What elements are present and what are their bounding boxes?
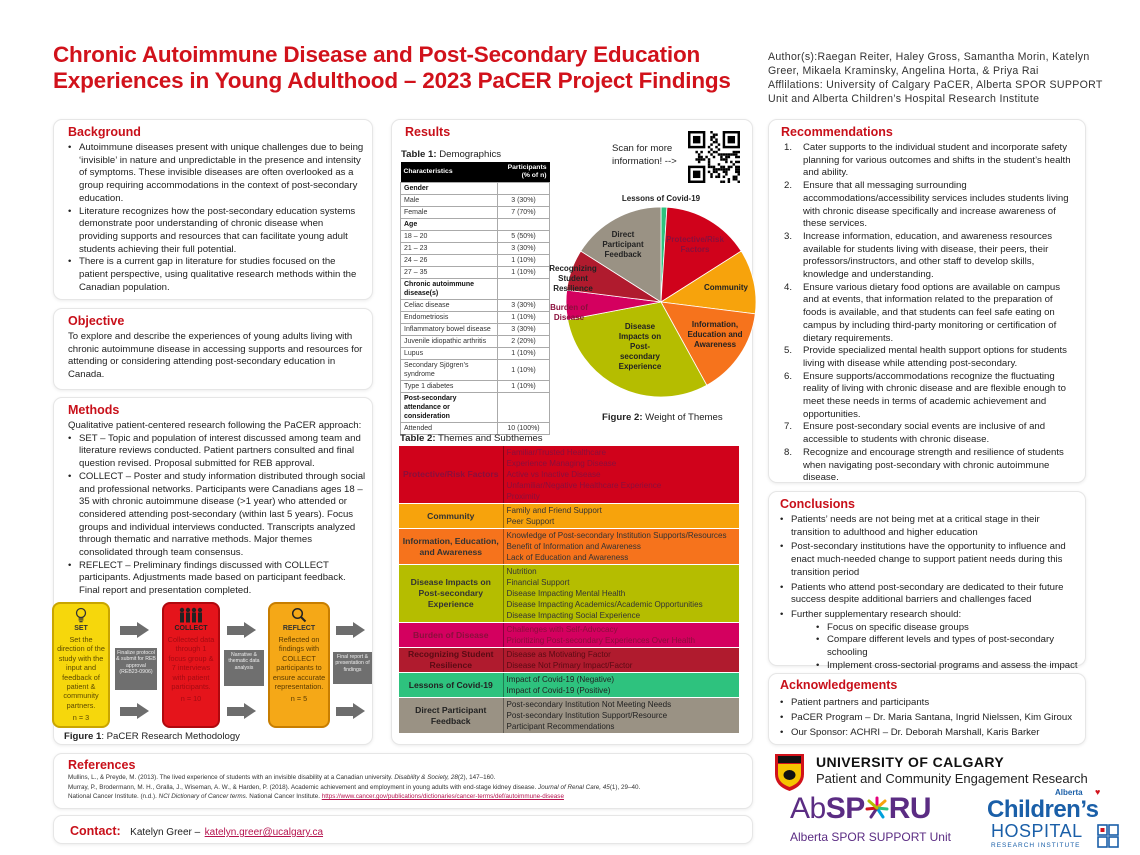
theme-name: Disease Impacts on Post-secondary Experience [399, 565, 503, 623]
methods-bullet: • SET – Topic and population of interest discussed among team and literature reviews conducted. Patient partners consulted and final question revised. Proposal submitted for REB approval. [66, 433, 366, 471]
background-panel [53, 119, 373, 300]
demographics-table [400, 162, 550, 435]
step-label: COLLECT [174, 625, 208, 632]
acknowledgement-item: • Our Sponsor: ACHRI – Dr. Deborah Marshall, Karis Barker [778, 725, 1079, 740]
conclusions-sub-bullet: • Focus on specific disease groups [814, 622, 1079, 635]
arrow-right-icon [336, 703, 366, 719]
table1-value [498, 219, 550, 231]
pie-label-line: Information, [691, 320, 739, 329]
recommendation-number: 8. [784, 446, 793, 458]
table2-row [399, 446, 739, 504]
subtheme: Peer Support [506, 517, 555, 526]
pie-label-line: Experience [618, 362, 662, 371]
subtheme: Disease Impacting Academics/Academic Opportunities [506, 600, 703, 609]
objective-panel [53, 308, 373, 390]
table1-row [401, 348, 550, 360]
subtheme: Challenges with Self-Advocacy [506, 625, 618, 634]
figure2-caption-text: Weight of Themes [642, 412, 723, 423]
acknowledgement-item: • PaCER Program – Dr. Maria Santana, Ingrid Nielssen, Kim Giroux [778, 710, 1079, 725]
table1-row [401, 300, 550, 312]
pie-label [622, 194, 701, 203]
table2-row [399, 698, 739, 734]
table1-characteristic: Lupus [401, 348, 498, 360]
references-list [68, 773, 744, 802]
recommendation-text: Provide specialized mental health support options for students living with disease while attending post-secondary. [803, 345, 1067, 369]
table1-characteristic: 27 – 35 [401, 267, 498, 279]
transition-label: Final report & presentation of findings [333, 652, 372, 684]
background-bullet: • There is a current gap in literature for studies focused on the patient perspective, using qualitative research methods within the Canadian population. [66, 256, 364, 294]
table1-row [401, 279, 550, 300]
figure1-caption-text: : PaCER Research Methodology [101, 731, 240, 742]
subtheme: Post-secondary Institution Not Meeting Needs [506, 700, 672, 709]
subthemes-cell [503, 673, 739, 698]
subtheme: Impact of Covid-19 (Negative) [506, 675, 615, 684]
objective-heading: Objective [68, 314, 125, 328]
table1-row [401, 336, 550, 348]
arrow-right-icon [120, 622, 150, 638]
recommendation-item [781, 421, 1077, 446]
subthemes-cell [503, 648, 739, 673]
table1-caption-label: Table 1: [401, 149, 437, 160]
contact-panel [53, 815, 753, 844]
arrow-right-icon [336, 622, 366, 638]
figure2-caption [602, 412, 723, 423]
arrow-right-icon [120, 703, 150, 719]
reference-source: NCI Dictionary of Cancer terms [158, 793, 246, 800]
step-reflect [268, 602, 330, 728]
results-heading: Results [405, 125, 451, 139]
table1-characteristic: Attended [401, 423, 498, 435]
recommendation-item [781, 231, 1077, 282]
conclusions-bullet: • Patients’ needs are not being met at a critical stage in their transition to adulthood and higher education [778, 514, 1079, 539]
table1-value: 3 (30%) [498, 300, 550, 312]
subtheme: Knowledge of Post-secondary Institution Supports/Resources [506, 531, 727, 540]
pie-label-line: Factors [680, 245, 710, 254]
reference-item [68, 783, 744, 793]
pie-label-line: Disease [624, 322, 656, 331]
table2-caption-text: Themes and Subthemes [435, 433, 543, 444]
poster-title [53, 42, 753, 94]
subtheme: Lack of Education and Awareness [506, 553, 629, 562]
recommendation-text: Ensure various dietary food options are available on campus and at events, that information related to the preparation of foods is available, and that students can feel safe eating on campus by including third-party monitoring or certification of dietary requirements. [803, 281, 1061, 344]
theme-name: Direct Participant Feedback [399, 698, 503, 734]
lightbulb-icon [56, 607, 106, 623]
recommendations-panel [768, 119, 1086, 483]
abspor-flower-icon [865, 794, 889, 818]
table1-characteristic: 18 – 20 [401, 231, 498, 243]
table1-row [401, 207, 550, 219]
methodology-diagram [52, 602, 372, 730]
ucalgary-crest-icon [773, 752, 806, 792]
recommendation-item [781, 447, 1077, 485]
table1-row [401, 183, 550, 195]
pie-label-line: Burden of [550, 303, 588, 312]
pie-label-line: Feedback [604, 250, 642, 259]
step-label: REFLECT [282, 625, 316, 632]
table1-value: 7 (70%) [498, 207, 550, 219]
recommendation-item [781, 180, 1077, 231]
table1-value: 1 (10%) [498, 255, 550, 267]
table2-caption-label: Table 2: [400, 433, 436, 444]
step-n: n = 3 [72, 713, 90, 723]
recommendation-text: Cater supports to the individual student and incorporate safety planning for various outcomes and shifts in the student’s health and ability. [803, 142, 1071, 179]
achri-subtitle: RESEARCH INSTITUTE [991, 842, 1081, 849]
table1-row [401, 267, 550, 279]
table1-group-header: Post-secondary attendance or consideration [401, 393, 498, 423]
table1-group-header: Age [401, 219, 498, 231]
reference-text: Murray, P., Brodermann, M. H., Gralla, J., Wiseman, A. W., & Harden, P. (2018). Academic achievement and employment in young adults with end-stage kidney disease. [68, 783, 539, 791]
subtheme: Nutrition [506, 567, 537, 576]
reference-text: National Cancer Institute. (n.d.). [68, 793, 159, 800]
background-bullet: • Literature recognizes how the post-secondary education systems demonstrate poor understanding of chronic disease when providing supports and resources that can facilitate young adult students achieving their full potential. [66, 206, 364, 257]
recommendation-text: Ensure supports/accommodations recognize the fluctuating reality of living with chronic disease and are flexible enough to meet these needs in terms of academic achievement and opportunities. [803, 370, 1066, 420]
table1-header-characteristics: Characteristics [401, 162, 498, 183]
subthemes-cell [503, 698, 739, 734]
themes-pie-chart [545, 188, 775, 416]
recommendation-number: 5. [784, 345, 793, 357]
theme-name: Lessons of Covid-19 [399, 673, 503, 698]
authors-block [768, 50, 1118, 106]
references-panel [53, 753, 753, 809]
reference-text: (2), 147–160. [457, 774, 496, 781]
recommendation-item [781, 282, 1077, 346]
table1-characteristic: 24 – 26 [401, 255, 498, 267]
table1-characteristic: Juvenile idiopathic arthritis [401, 336, 498, 348]
table1-characteristic: Male [401, 195, 498, 207]
reference-item [68, 773, 744, 783]
pie-label-line: Awareness [693, 340, 737, 349]
recommendation-item [781, 142, 1077, 180]
table1-characteristic: Female [401, 207, 498, 219]
theme-name: Information, Education, and Awareness [399, 529, 503, 565]
pie-label-line: Recognizing [549, 264, 597, 273]
pie-label-line: Post- [630, 342, 650, 351]
table1-value: 3 (30%) [498, 243, 550, 255]
subtheme: Active vs Inactive Disease [506, 470, 601, 479]
table1-characteristic: Type 1 diabetes [401, 381, 498, 393]
reference-text: . National Cancer Institute. [245, 793, 322, 800]
table2-caption [400, 433, 543, 444]
pie-label-line: Disease [553, 313, 585, 322]
abspor-ab: Ab [790, 792, 826, 825]
recommendations-heading: Recommendations [781, 125, 893, 139]
abspor-sp: SP [825, 792, 865, 825]
achri-hospital: HOSPITAL [991, 821, 1083, 841]
subtheme: Disease Impacting Social Experience [506, 611, 641, 620]
recommendations-list [781, 142, 1077, 485]
subtheme: Financial Support [506, 578, 570, 587]
qr-code-icon[interactable] [688, 131, 740, 183]
pie-label [704, 283, 749, 292]
subtheme: Prioritizing Post-secondary Experiences Over Health [506, 636, 695, 645]
step-set [52, 602, 110, 728]
pie-label-line: Participant [602, 240, 644, 249]
background-heading: Background [68, 125, 141, 139]
figure1-caption-label: Figure 1 [64, 731, 102, 742]
table2-row [399, 673, 739, 698]
table1-value: 3 (30%) [498, 195, 550, 207]
methods-heading: Methods [68, 403, 120, 417]
theme-name: Recognizing Student Resilience [399, 648, 503, 673]
table1-value: 3 (30%) [498, 324, 550, 336]
pie-label-line: Student [558, 274, 588, 283]
table1-caption [401, 149, 501, 160]
table1-row [401, 360, 550, 381]
figure1-caption [64, 731, 240, 742]
achri-window-icon [1097, 824, 1119, 848]
methods-intro: Qualitative patient-centered research following the PaCER approach: [68, 420, 362, 431]
authors-line: Author(s):Raegan Reiter, Haley Gross, Samantha Morin, Katelyn Greer, Mikaela Kraminsky, Angelina Horta, & Priya Rai [768, 51, 1090, 77]
abspor-ru: RU [888, 792, 932, 825]
table2-row [399, 623, 739, 648]
table1-group-header: Chronic autoimmune disease(s) [401, 279, 498, 300]
subthemes-cell [503, 529, 739, 565]
pie-label-line: Lessons of Covid-19 [621, 194, 701, 203]
recommendation-number: 3. [784, 230, 793, 242]
table1-body [401, 183, 550, 435]
themes-table [399, 446, 739, 734]
conclusions-bullet: • Patients who attend post-secondary are dedicated to their future success despite additional barriers and challenges faced [778, 582, 1079, 607]
table1-characteristic: Secondary Sjögren’s syndrome [401, 360, 498, 381]
recommendation-item [781, 345, 1077, 370]
pie-label-line: Resilience [553, 284, 593, 293]
table1-value: 1 (10%) [498, 348, 550, 360]
title-line-2: Experiences in Young Adulthood – 2023 PaCER Project Findings [53, 68, 731, 93]
conclusions-panel [768, 491, 1086, 671]
table2-row [399, 529, 739, 565]
recommendation-number: 2. [784, 180, 793, 192]
reference-link[interactable]: https://www.cancer.gov/publications/dictionaries/cancer-terms/def/autoimmune-disease [321, 793, 564, 800]
recommendation-text: Ensure that all messaging surrounding accommodations/accessibility services includes students living with chronic disease specifically and increase awareness of these services. [803, 180, 1069, 230]
pie-label-line: secondary [619, 352, 661, 361]
step-text: Collected data through 1 focus group & 7 interviews with patient participants. [167, 635, 215, 692]
contact-name: Katelyn Greer – [130, 827, 201, 838]
conclusions-bullet: • Further supplementary research should: [778, 609, 1079, 622]
table1-value [498, 393, 550, 423]
table1-value: 1 (10%) [498, 267, 550, 279]
recommendation-text: Increase information, education, and awareness resources available for students living with disease, their peers, their professors/instructors, and other staff to develop skills, knowledge and understanding. [803, 230, 1053, 281]
conclusions-heading: Conclusions [780, 497, 856, 511]
conclusions-bullet: • Post-secondary institutions have the opportunity to influence and enact much-needed change to support patient needs during this transition period [778, 541, 1079, 579]
ucalgary-name: UNIVERSITY OF CALGARY [816, 754, 1005, 770]
recommendation-item [781, 371, 1077, 422]
pie-label-line: Protective/Risk [666, 235, 724, 244]
subthemes-cell [503, 504, 739, 529]
recommendation-number: 4. [784, 281, 793, 293]
recommendation-number: 1. [784, 142, 793, 153]
table1-row [401, 219, 550, 231]
table1-characteristic: Endometriosis [401, 312, 498, 324]
table1-characteristic: 21 – 23 [401, 243, 498, 255]
people-icon [166, 607, 216, 623]
arrow-right-icon [227, 703, 257, 719]
step-text: Reflected on findings with COLLECT participants to ensure accurate representation. [272, 635, 326, 692]
subtheme: Experience Managing Disease [506, 459, 617, 468]
figure2-caption-label: Figure 2: [602, 412, 643, 423]
step-n: n = 5 [290, 694, 308, 704]
pie-label [687, 320, 742, 349]
recommendation-text: Recognize and encourage strength and resilience of students when navigating post-secondary with chronic autoimmune disease. [803, 446, 1064, 484]
table1-characteristic: Inflammatory bowel disease [401, 324, 498, 336]
table1-value: 10 (100%) [498, 423, 550, 435]
transition-label: Narrative & thematic data analysis [224, 650, 264, 686]
ucalgary-subtitle: Patient and Community Engagement Research [816, 771, 1088, 786]
table2-row [399, 504, 739, 529]
methods-list [66, 433, 366, 598]
subthemes-cell [503, 623, 739, 648]
pie-label-line: Impacts on [618, 332, 662, 341]
step-text: Set the direction of the study with the input and feedback of patient & community partners. [57, 635, 105, 710]
reference-text: (1), 29–40. [609, 783, 641, 791]
recommendation-number: 7. [784, 421, 793, 433]
abspor-subtitle: Alberta SPOR SUPPORT Unit [790, 830, 951, 844]
theme-name: Protective/Risk Factors [399, 446, 503, 504]
table1-value [498, 183, 550, 195]
table1-value: 1 (10%) [498, 381, 550, 393]
table1-row [401, 243, 550, 255]
background-bullet: • Autoimmune diseases present with unique challenges due to being ‘invisible’ in nature and unpredictable in the presence and intensity of symptoms. These invisible diseases are often overlooked as a group requiring accommodations in the context of post-secondary education. [66, 142, 364, 206]
table1-group-header: Gender [401, 183, 498, 195]
table1-value [498, 279, 550, 300]
conclusions-sub-bullet: • Compare different levels and types of post-secondary schooling [814, 634, 1079, 659]
transition-label: Finalize protocol & submit for REB approval (REB23-0906) [115, 648, 157, 690]
table1-row [401, 255, 550, 267]
table1-row [401, 381, 550, 393]
pie-label-line: Community [704, 283, 748, 292]
table1-row [401, 231, 550, 243]
table1-caption-text: Demographics [436, 149, 502, 160]
reference-source: Journal of Renal Care, 45 [538, 783, 610, 791]
arrow-right-icon [227, 622, 257, 638]
abspor-logo [790, 792, 931, 826]
pie-label-line: Direct [611, 230, 635, 239]
conclusions-sub-bullet: • Implement cross-sectorial programs and assess the impact [814, 660, 1079, 673]
step-collect [162, 602, 220, 728]
theme-name: Community [399, 504, 503, 529]
table1-row [401, 324, 550, 336]
recommendation-text: Ensure post-secondary social events are inclusive of and accessible to students with chronic disease. [803, 421, 1046, 446]
subtheme: Disease Not Primary Impact/Factor [506, 661, 633, 670]
heart-icon: ♥ [1095, 787, 1101, 797]
table1-value: 2 (20%) [498, 336, 550, 348]
subtheme: Post-secondary Institution Support/Resource [506, 711, 668, 720]
methods-bullet: • COLLECT – Poster and study information distributed through social and professional networks. Participants were Canadians ages 18 – 35 with chronic autoimmune disease (>1 year) who attended or considered attending post-secondary (within last 5 years). Focus groups and individual interviews conducted. Transcripts analyzed through thematic and narrative methods. Major themes consolidated through team consensus. [66, 471, 366, 560]
methods-bullet: • REFLECT – Preliminary findings discussed with COLLECT participants. Adjustments made based on participant feedback. Final report and presentation completed. [66, 560, 366, 598]
subtheme: Familiar/Trusted Healthcare [506, 448, 607, 457]
acknowledgements-panel [768, 673, 1086, 745]
references-heading: References [68, 758, 136, 772]
table1-row [401, 393, 550, 423]
reference-item [68, 792, 744, 802]
table1-value: 1 (10%) [498, 312, 550, 324]
table1-value: 1 (10%) [498, 360, 550, 381]
table2-row [399, 648, 739, 673]
affiliations-line: Afflilations: University of Calgary PaCER, Alberta SPOR SUPPORT Unit and Alberta Children’s Hospital Research Institute [768, 79, 1103, 105]
acknowledgements-list [778, 695, 1079, 740]
title-line-1: Chronic Autoimmune Disease and Post-Secondary Education [53, 42, 701, 67]
qr-text: Scan for more information! --> [612, 143, 677, 167]
conclusions-list [778, 514, 1079, 622]
subtheme: Proximity [506, 492, 540, 501]
step-n: n = 10 [180, 694, 202, 704]
magnifier-icon [272, 607, 326, 623]
subthemes-cell [503, 446, 739, 504]
table1-value: 5 (50%) [498, 231, 550, 243]
pie-label-line: Education and [687, 330, 743, 339]
recommendation-number: 6. [784, 370, 793, 382]
subtheme: Benefit of Information and Awareness [506, 542, 641, 551]
subtheme: Family and Friend Support [506, 506, 602, 515]
subthemes-cell [503, 565, 739, 623]
table1-header-participants: Participants (% of n) [498, 162, 550, 183]
step-label: SET [74, 625, 88, 632]
subtheme: Unfamiliar/Negative Healthcare Experience [506, 481, 662, 490]
subtheme: Disease Impacting Mental Health [506, 589, 626, 598]
theme-name: Burden of Disease [399, 623, 503, 648]
reference-text: Mullins, L., & Preyde, M. (2013). The lived experience of students with an invisible disability at a Canadian university. [68, 774, 395, 781]
subtheme: Disease as Motivating Factor [506, 650, 611, 659]
table1-characteristic: Celiac disease [401, 300, 498, 312]
contact-label: Contact: [70, 824, 121, 838]
reference-source: Disability & Society, 28 [394, 774, 458, 781]
conclusions-sublist [814, 622, 1079, 673]
table1-row [401, 195, 550, 207]
logos [773, 752, 1133, 852]
pie-label [550, 303, 588, 322]
acknowledgement-item: • Patient partners and participants [778, 695, 1079, 710]
subtheme: Impact of Covid-19 (Positive) [506, 686, 611, 695]
subtheme: Participant Recommendations [506, 722, 615, 731]
acknowledgements-heading: Acknowledgements [780, 678, 898, 692]
contact-email-link[interactable]: katelyn.greer@ucalgary.ca [204, 827, 324, 838]
objective-text: To explore and describe the experiences of young adults living with chronic autoimmune disease in accessing supports and resources for attending or considering attending post-secondary education in Canada. [68, 331, 363, 381]
table1-row [401, 312, 550, 324]
table2-row [399, 565, 739, 623]
achri-alberta: Alberta [1055, 788, 1083, 797]
achri-name: Children’s [987, 796, 1099, 823]
background-list [66, 142, 364, 294]
